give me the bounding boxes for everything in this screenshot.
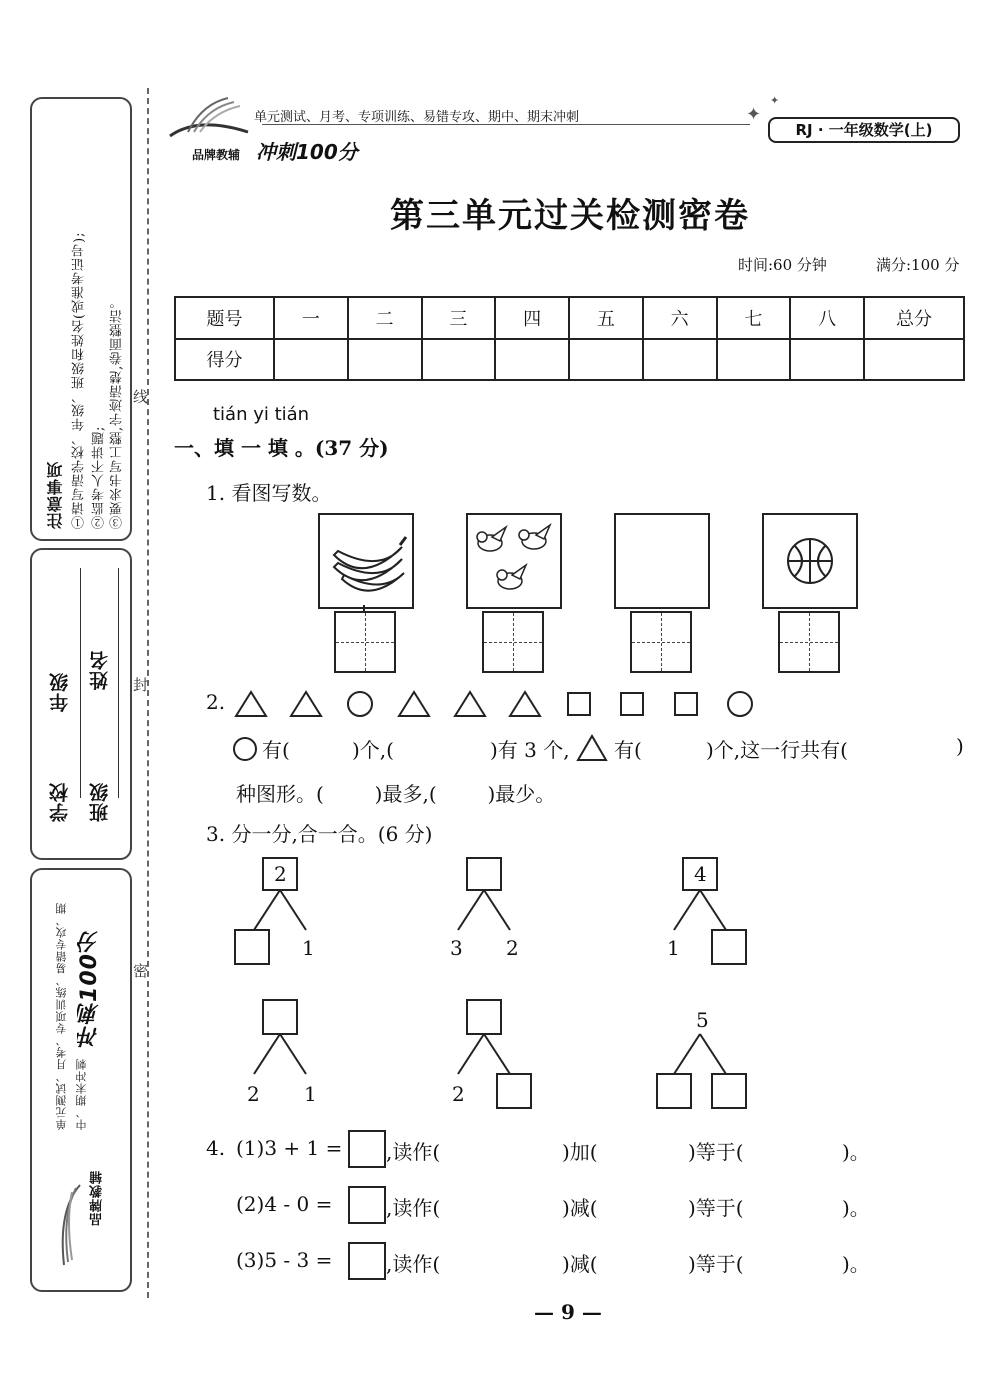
score-header-cell: 三: [422, 297, 496, 339]
picture-frame-empty: [614, 513, 710, 609]
banana-icon: [320, 515, 412, 607]
bond-right-number: 2: [506, 936, 519, 960]
school-label: 学校: [49, 782, 71, 822]
score-header-cell: 二: [348, 297, 422, 339]
score-cell[interactable]: [790, 339, 864, 381]
cut-mark-seal: 封: [133, 676, 149, 694]
brand-tagline-small: 单元测试、月考、专项训练、易错专攻、期中、期末冲刺: [55, 902, 88, 1130]
equation-op: )减(: [562, 1196, 598, 1220]
brand-name: 冲刺100分: [256, 140, 358, 164]
brand-name-small: 冲刺100分: [77, 930, 102, 1048]
equation-eq: )等于(: [688, 1252, 744, 1276]
equation-eq: )等于(: [688, 1196, 744, 1220]
equation-expr: (3)5 - 3 =: [236, 1248, 333, 1272]
notice-item-3: ③要求书写工整,字迹清楚,卷面整洁。: [110, 294, 125, 529]
shape-row: [234, 690, 774, 720]
triangle-icon: [291, 692, 321, 716]
full-score: 满分:100 分: [876, 256, 960, 274]
bond-top-number: 4: [694, 862, 707, 886]
score-header-cell: 一: [274, 297, 348, 339]
triangle-icon: [455, 692, 485, 716]
triangle-icon: [236, 692, 266, 716]
notice-item-2: ②监考人不讲题;: [92, 425, 107, 529]
answer-box[interactable]: [348, 1130, 386, 1168]
number-bond-trees: [210, 850, 770, 1120]
ball-icon: [764, 515, 856, 607]
book-logo-icon: [168, 96, 254, 146]
cut-mark-line: 线: [133, 388, 149, 406]
q2-text: )个,(: [352, 738, 394, 762]
q2-text: 有(: [262, 738, 290, 762]
notice-item-1: ①请写清学校、年级、班级和姓名(或准考证号);: [72, 231, 87, 529]
circle-icon: [348, 692, 372, 716]
q2-text: )有 3 个,: [490, 738, 570, 762]
bond-right-number: 1: [304, 1082, 317, 1106]
equation-op: )加(: [562, 1140, 598, 1164]
brand-box: [30, 868, 132, 1292]
circle-icon: [232, 736, 260, 762]
equation-expr: (1)3 + 1 =: [236, 1136, 343, 1160]
grade-label: 年级: [49, 672, 71, 712]
book-logo-icon: [54, 1180, 84, 1270]
score-cell[interactable]: [274, 339, 348, 381]
answer-grid[interactable]: [778, 611, 840, 673]
score-cell[interactable]: [643, 339, 717, 381]
score-cell[interactable]: [864, 339, 964, 381]
notice-label: 注意事项: [46, 461, 65, 529]
page-number: — 9 —: [534, 1300, 602, 1324]
birds-icon: [468, 515, 560, 607]
square-icon: [568, 693, 590, 715]
q2-text: 有(: [614, 738, 642, 762]
score-row-label: 得分: [175, 339, 274, 381]
answer-box[interactable]: [348, 1242, 386, 1280]
score-header-cell: 四: [495, 297, 569, 339]
q2-text: ): [956, 734, 964, 758]
answer-box[interactable]: [348, 1186, 386, 1224]
bond-left-number: 1: [667, 936, 680, 960]
q2-text-line2: 种图形。( )最多,( )最少。: [236, 782, 556, 806]
name-label: 姓名: [89, 650, 111, 690]
square-icon: [621, 693, 643, 715]
equation-end: )。: [842, 1252, 870, 1276]
bond-left-number: 3: [450, 936, 463, 960]
score-cell[interactable]: [569, 339, 643, 381]
publisher-small: 品牌教辅: [90, 1170, 105, 1226]
triangle-icon: [399, 692, 429, 716]
score-cell[interactable]: [422, 339, 496, 381]
bond-top-number: 5: [696, 1008, 709, 1032]
score-cell[interactable]: [717, 339, 791, 381]
class-label: 班级: [89, 782, 111, 822]
score-header-cell: 五: [569, 297, 643, 339]
answer-grid[interactable]: [482, 611, 544, 673]
square-icon: [675, 693, 697, 715]
picture-frame: [466, 513, 562, 609]
question-2-label: 2.: [206, 690, 226, 714]
score-header-cell: 六: [643, 297, 717, 339]
equation-expr: (2)4 - 0 =: [236, 1192, 333, 1216]
equation-read: ,读作(: [386, 1140, 441, 1164]
question-1-label: 1. 看图写数。: [206, 481, 332, 505]
score-header-cell: 七: [717, 297, 791, 339]
equation-read: ,读作(: [386, 1252, 441, 1276]
circle-icon: [728, 692, 752, 716]
page-title: 第三单元过关检测密卷: [390, 196, 750, 236]
sparkle-small-icon: ✦: [770, 94, 780, 107]
notice-box: [30, 97, 132, 541]
triangle-icon: [576, 734, 608, 762]
question-3-label: 3. 分一分,合一合。(6 分): [206, 822, 433, 846]
score-cell[interactable]: [495, 339, 569, 381]
picture-frame: [318, 513, 414, 609]
question-4-label: 4.: [206, 1136, 226, 1160]
equation-eq: )等于(: [688, 1140, 744, 1164]
score-header-cell: 八: [790, 297, 864, 339]
triangle-icon: [510, 692, 540, 716]
picture-frame: [762, 513, 858, 609]
score-header-cell: 总分: [864, 297, 964, 339]
student-info-box: [30, 548, 132, 860]
bond-left-number: 2: [452, 1082, 465, 1106]
bond-right-number: 1: [302, 936, 315, 960]
equation-op: )减(: [562, 1252, 598, 1276]
score-table: [174, 296, 965, 381]
answer-grid[interactable]: [334, 611, 396, 673]
header-tagline: 单元测试、月考、专项训练、易错专攻、期中、期末冲刺: [254, 110, 580, 125]
exam-time: 时间:60 分钟: [738, 256, 827, 274]
score-header-cell: 题号: [175, 297, 274, 339]
score-cell[interactable]: [348, 339, 422, 381]
bond-top-number: 2: [274, 862, 287, 886]
header-rule: [262, 124, 750, 125]
equation-end: )。: [842, 1196, 870, 1220]
equation-read: ,读作(: [386, 1196, 441, 1220]
answer-grid[interactable]: [630, 611, 692, 673]
grade-badge: RJ · 一年级数学(上): [768, 117, 960, 143]
section-pinyin: tián yi tián: [213, 404, 310, 425]
cut-mark-secret: 密: [133, 962, 149, 980]
sparkle-icon: ✦: [746, 104, 762, 125]
publisher-name: 品牌教辅: [192, 148, 241, 162]
section-heading: 一、填 一 填 。(37 分): [174, 436, 389, 460]
bond-left-number: 2: [247, 1082, 260, 1106]
q2-text: )个,这一行共有(: [706, 738, 848, 762]
equation-end: )。: [842, 1140, 870, 1164]
